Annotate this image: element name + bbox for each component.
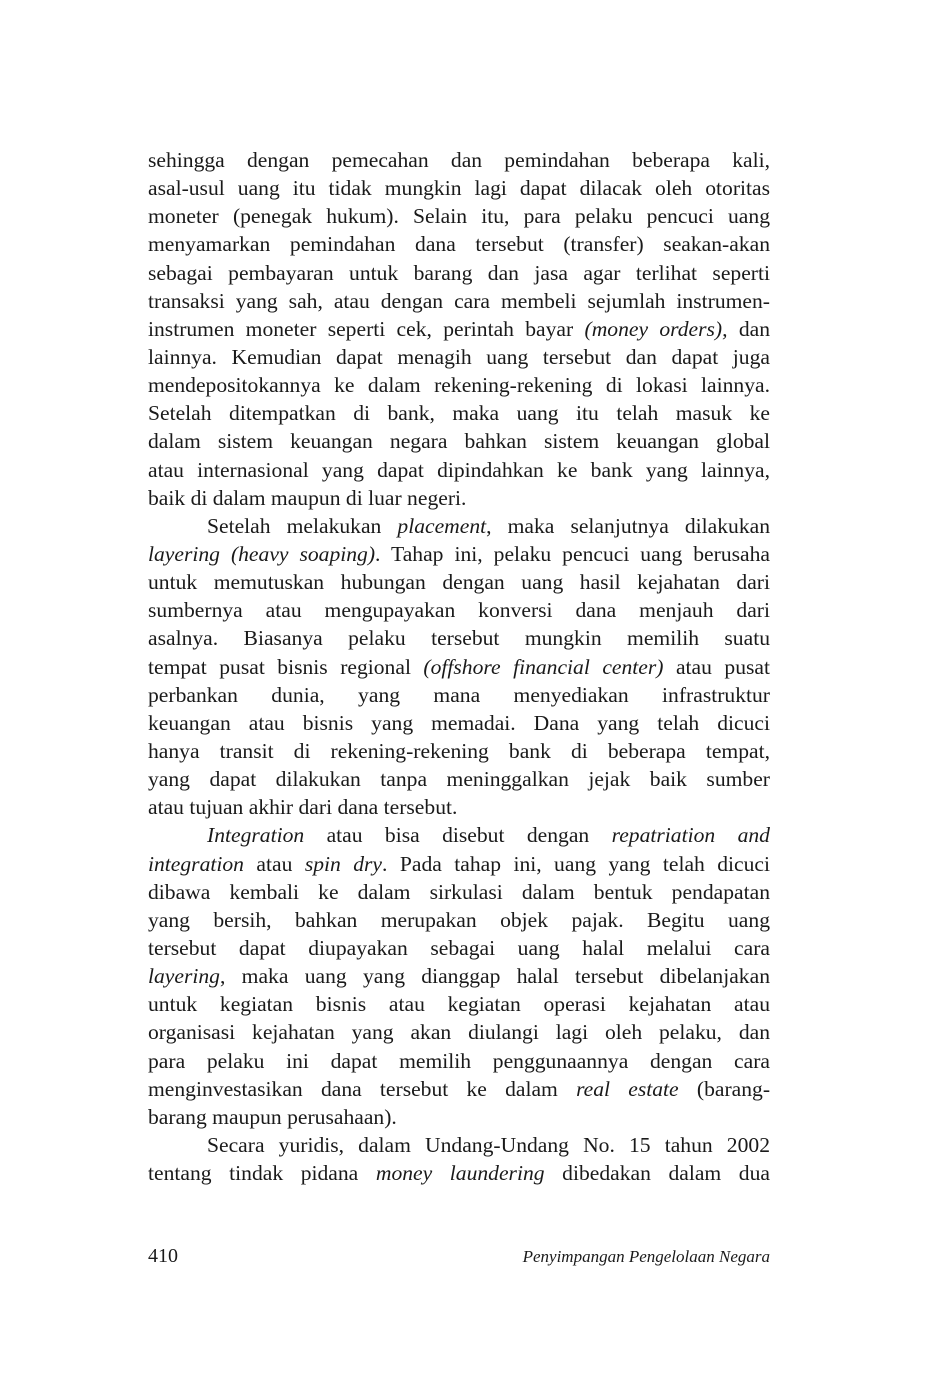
text-segment: menyamarkan pemindahan dana tersebut (transfer) seakan-akan xyxy=(148,232,770,257)
paragraph xyxy=(148,512,770,822)
italic-term: real estate xyxy=(576,1076,679,1101)
body-text xyxy=(148,146,770,1187)
italic-term: placement xyxy=(397,513,487,538)
text-line xyxy=(148,906,770,934)
text-segment: mendepositokannya ke dalam rekening-rekening di lokasi lainnya. xyxy=(148,373,770,398)
text-line xyxy=(148,230,770,258)
italic-term: layering (heavy soaping) xyxy=(148,541,376,566)
text-segment: Setelah melakukan xyxy=(207,513,398,538)
text-segment: baik di dalam maupun di luar negeri. xyxy=(148,485,467,510)
text-segment: atau tujuan akhir dari dana tersebut. xyxy=(148,795,458,820)
text-segment: atau pusat xyxy=(663,654,770,679)
text-line xyxy=(148,765,770,793)
paragraph xyxy=(148,1131,770,1187)
text-line xyxy=(148,568,770,596)
text-line xyxy=(148,850,770,878)
text-segment: dalam sistem keuangan negara bahkan sistem keuangan global xyxy=(148,429,770,454)
text-line xyxy=(148,146,770,174)
text-line xyxy=(148,1018,770,1046)
text-segment: untuk memutuskan hubungan dengan uang hasil kejahatan dari xyxy=(148,570,770,595)
text-segment: asalnya. Biasanya pelaku tersebut mungkin memilih suatu xyxy=(148,626,770,651)
text-segment: dan xyxy=(727,316,771,341)
text-line xyxy=(148,1075,770,1103)
text-segment: tentang tindak pidana xyxy=(148,1161,376,1186)
text-line xyxy=(148,174,770,202)
text-segment: barang maupun perusahaan). xyxy=(148,1104,397,1129)
text-line xyxy=(148,962,770,990)
text-segment: transaksi yang sah, atau dengan cara membeli sejumlah instrumen- xyxy=(148,288,770,313)
text-segment: asal-usul uang itu tidak mungkin lagi dapat dilacak oleh otoritas xyxy=(148,176,770,201)
paragraph xyxy=(148,146,770,512)
text-segment: menginvestasikan dana tersebut ke dalam xyxy=(148,1076,577,1101)
italic-term: layering xyxy=(148,964,220,989)
text-segment: untuk kegiatan bisnis atau kegiatan operasi kejahatan atau xyxy=(148,992,770,1017)
text-line xyxy=(148,202,770,230)
text-line xyxy=(148,540,770,568)
text-segment: moneter (penegak hukum). Selain itu, para pelaku pencuci uang xyxy=(148,204,770,229)
text-segment: dibawa kembali ke dalam sirkulasi dalam bentuk pendapatan xyxy=(148,879,770,904)
text-segment: atau bisa disebut dengan xyxy=(304,823,612,848)
text-line xyxy=(148,1047,770,1075)
text-segment: organisasi kejahatan yang akan diulangi lagi oleh pelaku, dan xyxy=(148,1020,770,1045)
running-title: Penyimpangan Pengelolaan Negara xyxy=(522,1247,770,1266)
italic-term: money laundering xyxy=(375,1161,545,1186)
text-segment: perbankan dunia, yang mana menyediakan infrastruktur xyxy=(148,682,770,707)
text-line xyxy=(148,1103,770,1131)
text-segment: atau internasional yang dapat dipindahkan ke bank yang lainnya, xyxy=(148,457,770,482)
text-segment: instrumen moneter seperti cek, perintah bayar xyxy=(148,316,585,341)
text-line xyxy=(148,990,770,1018)
italic-term: (money orders), xyxy=(584,316,728,341)
text-segment: sehingga dengan pemecahan dan pemindahan beberapa kali, xyxy=(148,148,770,172)
text-segment: Secara yuridis, dalam Undang-Undang No. 15 tahun 2002 xyxy=(207,1132,770,1157)
text-line xyxy=(148,596,770,624)
text-segment: (barang- xyxy=(678,1076,771,1101)
text-line xyxy=(148,878,770,906)
text-segment: . Pada tahap ini, uang yang telah dicuci xyxy=(382,851,771,876)
text-segment: yang dapat dilakukan tanpa meninggalkan jejak baik sumber xyxy=(148,767,770,792)
text-segment: sebagai pembayaran untuk barang dan jasa agar terlihat seperti xyxy=(148,260,770,285)
text-line xyxy=(148,259,770,287)
text-line xyxy=(148,287,770,315)
text-segment: lainnya. Kemudian dapat menagih uang tersebut dan dapat juga xyxy=(148,344,770,369)
italic-term: spin dry xyxy=(304,851,383,876)
text-line xyxy=(148,821,770,849)
text-line xyxy=(148,399,770,427)
text-line xyxy=(148,371,770,399)
italic-term: integration xyxy=(148,851,244,876)
paragraph xyxy=(148,821,770,1131)
text-segment: , maka selanjutnya dilakukan xyxy=(486,513,770,538)
text-line xyxy=(148,456,770,484)
text-line xyxy=(148,1159,770,1187)
text-line xyxy=(148,343,770,371)
text-segment: tempat pusat bisnis regional xyxy=(148,654,424,679)
text-line xyxy=(148,512,770,540)
text-line xyxy=(148,934,770,962)
text-segment: tersebut dapat diupayakan sebagai uang halal melalui cara xyxy=(148,935,770,960)
text-line xyxy=(148,793,770,821)
italic-term: Integration xyxy=(207,823,305,848)
text-line xyxy=(148,653,770,681)
text-segment: atau xyxy=(243,851,305,876)
text-segment: para pelaku ini dapat memilih penggunaannya dengan cara xyxy=(148,1048,770,1073)
text-segment: dibedakan dalam dua xyxy=(544,1161,770,1186)
text-line xyxy=(148,427,770,455)
text-segment: keuangan atau bisnis yang memadai. Dana yang telah dicuci xyxy=(148,710,770,735)
text-segment: , maka uang yang dianggap halal tersebut dibelanjakan xyxy=(219,964,770,989)
text-line xyxy=(148,315,770,343)
text-line xyxy=(148,681,770,709)
text-line xyxy=(148,624,770,652)
text-line xyxy=(148,1131,770,1159)
text-segment: Setelah ditempatkan di bank, maka uang itu telah masuk ke xyxy=(148,401,770,426)
italic-term: (offshore financial center) xyxy=(423,654,664,679)
text-line xyxy=(148,709,770,737)
page-number: 410 xyxy=(148,1245,178,1267)
text-segment: . Tahap ini, pelaku pencuci uang berusaha xyxy=(375,541,771,566)
text-line xyxy=(148,737,770,765)
text-segment: hanya transit di rekening-rekening bank di beberapa tempat, xyxy=(148,738,770,763)
text-segment: sumbernya atau mengupayakan konversi dana menjauh dari xyxy=(148,598,770,623)
text-line xyxy=(148,484,770,512)
italic-term: repatriation and xyxy=(611,823,770,848)
text-segment: yang bersih, bahkan merupakan objek pajak. Begitu uang xyxy=(148,907,770,932)
